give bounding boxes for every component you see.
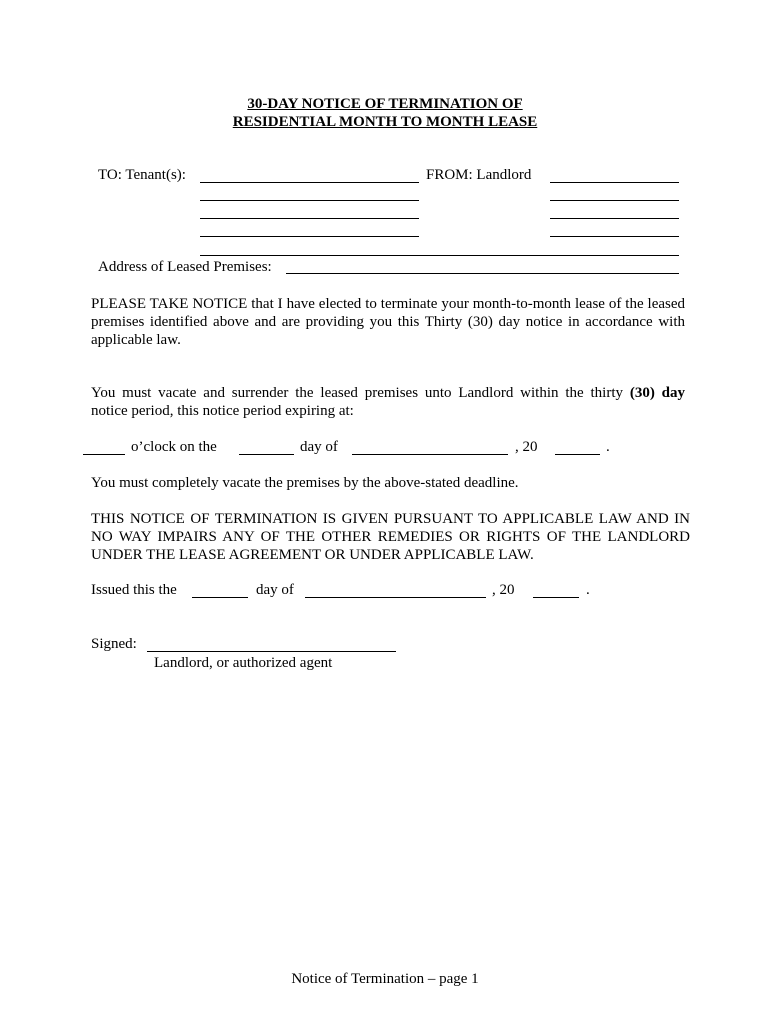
expiry-year-blank[interactable] [555, 454, 600, 455]
issued-period: . [586, 582, 590, 598]
landlord-name-line-4[interactable] [550, 236, 679, 237]
page-footer: Notice of Termination – page 1 [291, 971, 479, 987]
expiry-month-blank[interactable] [352, 454, 508, 455]
expiry-dayof-text: day of [300, 439, 338, 455]
issued-twenty-text: , 20 [492, 582, 515, 598]
notice-paragraph: PLEASE TAKE NOTICE that I have elected to terminate your month-to-month lease of the leased premises identified above and are providing you this Thirty (30) day notice in accordance with applicable law. [91, 296, 685, 348]
signer-caption: Landlord, or authorized agent [154, 655, 333, 671]
tenant-name-line-1[interactable] [200, 182, 419, 183]
issued-label: Issued this the [91, 582, 177, 598]
title-line-1: 30-DAY NOTICE OF TERMINATION OF [247, 96, 523, 112]
vacate-bold: (30) day [629, 385, 686, 401]
address-line[interactable] [286, 273, 679, 274]
vacate-line-1 [91, 384, 685, 402]
vacate-line-2: notice period, this notice period expiring at: [91, 403, 354, 419]
expiry-period: . [606, 439, 610, 455]
address-line-upper[interactable] [200, 255, 679, 256]
tenant-name-line-2[interactable] [200, 200, 419, 201]
legal-paragraph: THIS NOTICE OF TERMINATION IS GIVEN PURSUANT TO APPLICABLE LAW AND IN NO WAY IMPAIRS ANY OF THE OTHER REMEDIES OR RIGHTS OF THE LANDLORD UNDER THE LEASE AGREEMENT OR UNDER APPLICABLE LAW. [91, 511, 690, 563]
title-line-2: RESIDENTIAL MONTH TO MONTH LEASE [232, 114, 538, 130]
issued-dayof-text: day of [256, 582, 294, 598]
expiry-twenty-text: , 20 [515, 439, 538, 455]
deadline-sentence: You must completely vacate the premises by the above-stated deadline. [91, 475, 519, 491]
vacate-text: You must vacate and surrender the leased premises unto Landlord within the thirty [91, 385, 623, 401]
signed-label: Signed: [91, 636, 137, 652]
tenant-name-line-3[interactable] [200, 218, 419, 219]
from-landlord-label: FROM: Landlord [426, 167, 532, 183]
issued-year-blank[interactable] [533, 597, 579, 598]
to-tenants-label: TO: Tenant(s): [98, 167, 186, 183]
address-label: Address of Leased Premises: [98, 259, 272, 275]
expiry-hour-blank[interactable] [83, 454, 125, 455]
landlord-name-line-3[interactable] [550, 218, 679, 219]
tenant-name-line-4[interactable] [200, 236, 419, 237]
expiry-day-blank[interactable] [239, 454, 294, 455]
landlord-name-line-1[interactable] [550, 182, 679, 183]
signature-line[interactable] [147, 651, 396, 652]
expiry-oclock-text: o’clock on the [131, 439, 217, 455]
issued-day-blank[interactable] [192, 597, 248, 598]
landlord-name-line-2[interactable] [550, 200, 679, 201]
issued-month-blank[interactable] [305, 597, 486, 598]
